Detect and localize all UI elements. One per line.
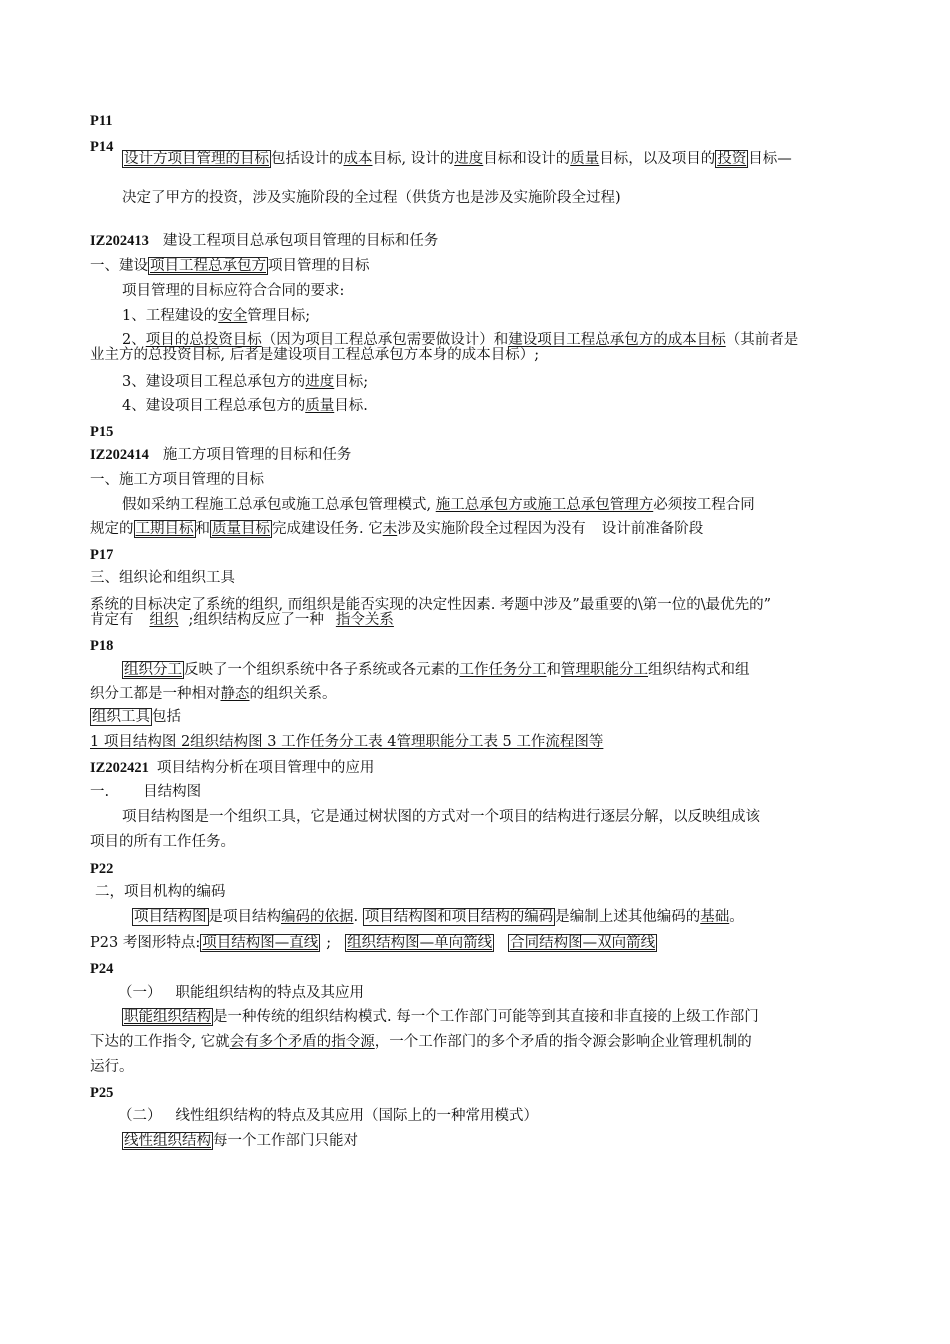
text-span: 和 (195, 521, 210, 537)
paragraph-line: 二，项目机构的编码 (95, 884, 226, 900)
text-span: 组织结构式和组 (648, 662, 750, 678)
paragraph-line: 三、组织论和组织工具 (90, 570, 235, 586)
text-span: 包括 (152, 709, 181, 725)
list-item (122, 307, 310, 325)
text-span: 。 (729, 909, 744, 925)
text-span: 完成建设任务. 它 (272, 521, 383, 537)
underlined-term: 建设项目工程总承包方的成本目标 (508, 332, 726, 348)
text-span: （因为项目工程总承包需要做设计）和 (261, 332, 509, 348)
text-span: 肯定有 (90, 612, 134, 628)
paragraph-line (122, 661, 750, 679)
text-span: 反映了一个组织系统中各子系统或各元素的 (184, 662, 460, 678)
paragraph-line: 项目结构图是一个组织工具，它是通过树状图的方式对一个项目的结构进行逐层分解，以反映组成该 (122, 809, 760, 825)
text-span: 设计前准备阶段 (601, 521, 704, 537)
boxed-term: 项目结构图和项目结构的编码 (364, 909, 554, 925)
page-marker-p14: P14 (90, 139, 114, 155)
text-span: 下达的工作指令, 它就 (90, 1034, 230, 1050)
underlined-term: 进度 (305, 374, 335, 390)
paragraph-line (132, 908, 744, 926)
list-item (122, 373, 368, 391)
underlined-term: 管理职能分工 (561, 662, 648, 678)
paragraph-line: 项目管理的目标应符合合同的要求: (122, 283, 345, 299)
page-marker-p11: P11 (90, 113, 113, 129)
section-heading (90, 232, 438, 250)
boxed-term: 组织结构图—单向箭线 (347, 935, 493, 951)
paragraph-line (90, 611, 394, 629)
boxed-term: 合同结构图—双向箭线 (510, 935, 656, 951)
text-span: 1、工程建设的 (122, 308, 219, 324)
text-span: 职能组织结构的特点及其应用 (175, 985, 364, 1001)
underlined-term: 质量 (570, 151, 600, 167)
section-code: IZ202421 (90, 760, 149, 776)
paragraph-line: 决定了甲方的投资，涉及实施阶段的全过程（供货方也是涉及实施阶段全过程) (122, 190, 621, 206)
text-span: 目标, 设计的 (372, 151, 455, 167)
paragraph-line (118, 984, 364, 1002)
text-span: 织分工都是一种相对 (90, 686, 221, 702)
section-code: IZ202414 (90, 447, 149, 463)
underlined-term: 成本 (343, 151, 373, 167)
text-span: 目标，以及项目的 (599, 151, 716, 167)
underlined-term: 未 (382, 521, 398, 537)
boxed-term: 质量目标 (212, 521, 270, 537)
section-title: 施工方项目管理的目标和任务 (162, 447, 352, 463)
text-span: 目标和设计的 (483, 151, 571, 167)
text-span: 是项目结构 (208, 909, 281, 925)
underlined-term: 工作任务分工 (459, 662, 547, 678)
text-span: 涉及实施阶段全过程因为没有 (397, 521, 586, 537)
page-marker-p25: P25 (90, 1085, 114, 1101)
paragraph-line (90, 708, 181, 726)
paragraph-line (118, 1107, 538, 1125)
paragraph-line (122, 1132, 358, 1150)
paragraph-line (90, 257, 370, 275)
paragraph-line: 运行。 (90, 1059, 134, 1075)
paragraph-line (90, 1033, 752, 1051)
paragraph-line (90, 520, 703, 538)
paragraph-line (90, 934, 657, 952)
text-span: 2、 (122, 332, 146, 348)
paragraph-line (90, 685, 337, 703)
boxed-term: 组织分工 (124, 662, 182, 678)
boxed-term: 设计方项目管理的目标 (124, 151, 269, 167)
boxed-term: 项目工程总承包方 (150, 258, 266, 274)
section-title: 项目结构分析在项目管理中的应用 (156, 760, 375, 776)
paragraph-line: 业主方的总投资目标, 后者是建设项目工程总承包方本身的成本目标）; (90, 347, 540, 363)
underlined-term: 会有多个矛盾的指令源 (229, 1034, 375, 1050)
underlined-term: 指令关系 (335, 612, 394, 628)
paragraph-line: 一、施工方项目管理的目标 (90, 472, 264, 488)
page-marker-p24: P24 (90, 961, 114, 977)
underlined-term: 静态 (220, 686, 250, 702)
text-span: ，一个工作部门的多个矛盾的指令源会影响企业管理机制的 (374, 1034, 752, 1050)
page-marker-p17: P17 (90, 547, 114, 563)
underlined-term: 进度 (454, 151, 484, 167)
text-span: 目标. (334, 398, 368, 414)
text-span: 3、建设项目工程总承包方的 (122, 374, 306, 390)
boxed-term: 项目结构图 (134, 909, 207, 925)
text-span: 一. (90, 784, 110, 800)
text-span: 管理目标; (247, 308, 311, 324)
text-span: 的组织关系。 (249, 686, 337, 702)
text-span: 包括设计的 (271, 151, 344, 167)
section-heading (90, 446, 351, 464)
underlined-term: 编码的依据 (281, 909, 354, 925)
underlined-term: 质量 (305, 398, 335, 414)
text-span: 项目管理的目标 (268, 258, 370, 274)
boxed-term: 项目结构图—直线 (202, 935, 319, 951)
text-span: 目结构图 (143, 784, 202, 800)
boxed-term: 职能组织结构 (124, 1009, 211, 1025)
boxed-term: 线性组织结构 (124, 1133, 211, 1149)
text-span: 一、建设 (90, 258, 148, 274)
page-marker-p15: P15 (90, 424, 114, 440)
section-code: IZ202413 (90, 233, 149, 249)
underlined-term: 基础 (700, 909, 730, 925)
text-span: . (353, 909, 363, 925)
boxed-term: 投资 (717, 151, 747, 167)
text-span: 目标— (748, 151, 792, 167)
text-span: （其前者是 (725, 332, 799, 348)
text-span: 必须按工程合同 (653, 497, 755, 513)
text-span: （一） (118, 985, 162, 1001)
paragraph-line (122, 1008, 759, 1026)
paragraph-line (122, 150, 792, 168)
boxed-term: 组织工具 (92, 709, 150, 725)
text-span: ; (326, 935, 332, 951)
list-item (122, 397, 368, 415)
underlined-term: 项目的总投资目标 (145, 332, 262, 348)
text-span: （二） (118, 1108, 162, 1124)
paragraph-line (122, 496, 755, 514)
section-title: 建设工程项目总承包项目管理的目标和任务 (162, 233, 439, 249)
section-heading (90, 759, 374, 777)
paragraph-line: 项目的所有工作任务。 (90, 834, 235, 850)
page-marker-p22: P22 (90, 861, 114, 877)
underlined-term: 安全 (218, 308, 248, 324)
boxed-term: 工期目标 (135, 521, 194, 537)
text-span: 目标; (334, 374, 369, 390)
text-span: 是编制上述其他编码的 (555, 909, 701, 925)
text-span: 和 (546, 662, 561, 678)
text-span: 每一个工作部门只能对 (213, 1133, 358, 1149)
paragraph-line: 系统的目标决定了系统的组织, 而组织是能否实现的决定性因素. 考题中涉及”最重要的\第一位的\最优先的” (90, 597, 772, 613)
text-span: 线性组织结构的特点及其应用（国际上的一种常用模式） (175, 1108, 538, 1124)
text-span: 规定的 (90, 521, 134, 537)
text-span: ;组织结构反应了一种 (188, 612, 324, 628)
underlined-term: 组织 (149, 612, 179, 628)
tool-list-line: 1 项目结构图 2组织结构图 3 工作任务分工表 4管理职能分工表 5 工作流程图等 (90, 734, 604, 750)
text-span: 是一种传统的组织结构模式. 每一个工作部门可能等到其直接和非直接的上级工作部门 (213, 1009, 759, 1025)
text-span: 假如采纳工程施工总承包或施工总承包管理模式, (122, 497, 436, 513)
text-span: 4、建设项目工程总承包方的 (122, 398, 306, 414)
page-marker-p18: P18 (90, 638, 114, 654)
paragraph-line (90, 783, 201, 801)
underlined-term: 施工总承包方或施工总承包管理方 (435, 497, 654, 513)
text-span: P23 考图形特点: (90, 935, 201, 951)
